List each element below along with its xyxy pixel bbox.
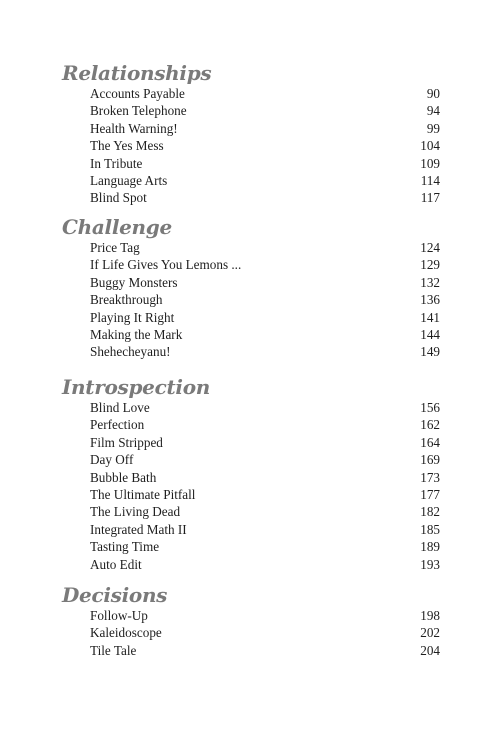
entry-title: If Life Gives You Lemons ... xyxy=(90,257,242,273)
entry-page-number: 173 xyxy=(420,469,440,485)
toc-entry[interactable] xyxy=(62,521,440,538)
entry-page-number: 99 xyxy=(426,120,440,136)
entry-title: Day Off xyxy=(90,452,134,468)
entry-page-number: 169 xyxy=(420,452,440,468)
entry-title: Buggy Monsters xyxy=(90,274,178,290)
entry-page-number: 90 xyxy=(426,86,440,101)
toc-entry-list xyxy=(62,607,440,659)
entry-page-number: 198 xyxy=(420,608,440,623)
entry-page-number: 193 xyxy=(420,556,440,572)
toc-entry[interactable] xyxy=(62,642,440,659)
entry-title: The Yes Mess xyxy=(90,138,164,154)
section-heading: Decisions xyxy=(62,583,168,607)
entry-title: Making the Mark xyxy=(90,326,183,342)
entry-title: In Tribute xyxy=(90,155,143,171)
toc-entry[interactable] xyxy=(62,85,440,102)
section-heading: Introspection xyxy=(62,375,210,399)
entry-page-number: 202 xyxy=(420,625,440,641)
toc-entry[interactable] xyxy=(62,172,440,189)
entry-page-number: 141 xyxy=(420,309,440,325)
entry-page-number: 129 xyxy=(420,257,440,273)
entry-title: Price Tag xyxy=(90,240,140,255)
entry-title: Playing It Right xyxy=(90,309,175,325)
toc-entry[interactable] xyxy=(62,451,440,468)
toc-entry[interactable] xyxy=(62,538,440,555)
entry-page-number: 204 xyxy=(420,642,440,658)
toc-entry-list xyxy=(62,239,440,361)
section-heading: Relationships xyxy=(62,61,212,85)
entry-title: Follow-Up xyxy=(90,608,148,623)
entry-title: Bubble Bath xyxy=(90,469,157,485)
entry-title: Breakthrough xyxy=(90,292,163,308)
entry-title: Blind Love xyxy=(90,400,150,415)
section-heading: Challenge xyxy=(62,215,172,239)
entry-title: Health Warning! xyxy=(90,120,178,136)
toc-entry[interactable] xyxy=(62,274,440,291)
entry-title: Integrated Math II xyxy=(90,521,187,537)
toc-entry[interactable] xyxy=(62,624,440,641)
toc-section-decisions xyxy=(62,583,440,659)
entry-page-number: 132 xyxy=(420,274,440,290)
toc-entry[interactable] xyxy=(62,486,440,503)
toc-entry[interactable] xyxy=(62,343,440,360)
entry-page-number: 114 xyxy=(420,172,440,188)
entry-page-number: 177 xyxy=(420,486,440,502)
entry-page-number: 117 xyxy=(420,190,440,206)
entry-title: Tasting Time xyxy=(90,539,160,555)
entry-title: Auto Edit xyxy=(90,556,142,572)
toc-entry[interactable] xyxy=(62,189,440,206)
entry-page-number: 109 xyxy=(420,155,440,171)
entry-title: The Living Dead xyxy=(90,504,181,520)
toc-entry[interactable] xyxy=(62,239,440,256)
toc-section-relationships xyxy=(62,61,440,207)
entry-page-number: 189 xyxy=(420,539,440,555)
toc-entry[interactable] xyxy=(62,256,440,273)
entry-title: Kaleidoscope xyxy=(90,625,162,641)
entry-page-number: 182 xyxy=(420,504,440,520)
toc-entry[interactable] xyxy=(62,556,440,573)
entry-title: Broken Telephone xyxy=(90,103,187,119)
toc-entry-list xyxy=(62,399,440,573)
entry-title: Blind Spot xyxy=(90,190,147,206)
toc-section-introspection xyxy=(62,375,440,573)
toc-entry[interactable] xyxy=(62,137,440,154)
entry-page-number: 164 xyxy=(420,434,440,450)
entry-page-number: 104 xyxy=(420,138,440,154)
toc-entry[interactable] xyxy=(62,291,440,308)
entry-title: Language Arts xyxy=(90,172,168,188)
entry-title: Film Stripped xyxy=(90,434,163,450)
entry-page-number: 185 xyxy=(420,521,440,537)
entry-title: Tile Tale xyxy=(90,642,137,658)
entry-page-number: 144 xyxy=(420,326,440,342)
toc-entry[interactable] xyxy=(62,155,440,172)
toc-entry[interactable] xyxy=(62,434,440,451)
toc-entry[interactable] xyxy=(62,120,440,137)
toc-entry[interactable] xyxy=(62,416,440,433)
entry-page-number: 124 xyxy=(420,240,440,255)
entry-page-number: 136 xyxy=(420,292,440,308)
toc-entry[interactable] xyxy=(62,503,440,520)
toc-entry[interactable] xyxy=(62,102,440,119)
toc-entry[interactable] xyxy=(62,326,440,343)
toc-entry[interactable] xyxy=(62,309,440,326)
entry-page-number: 156 xyxy=(420,400,440,415)
entry-title: Shehecheyanu! xyxy=(90,344,171,360)
entry-page-number: 162 xyxy=(420,417,440,433)
entry-page-number: 149 xyxy=(420,344,440,360)
toc-entry[interactable] xyxy=(62,469,440,486)
toc-entry-list xyxy=(62,85,440,207)
toc-section-challenge xyxy=(62,215,440,361)
entry-title: The Ultimate Pitfall xyxy=(90,486,196,502)
toc-entry[interactable] xyxy=(62,399,440,416)
entry-page-number: 94 xyxy=(426,103,440,119)
entry-title: Perfection xyxy=(90,417,145,433)
entry-title: Accounts Payable xyxy=(90,86,185,101)
toc-entry[interactable] xyxy=(62,607,440,624)
